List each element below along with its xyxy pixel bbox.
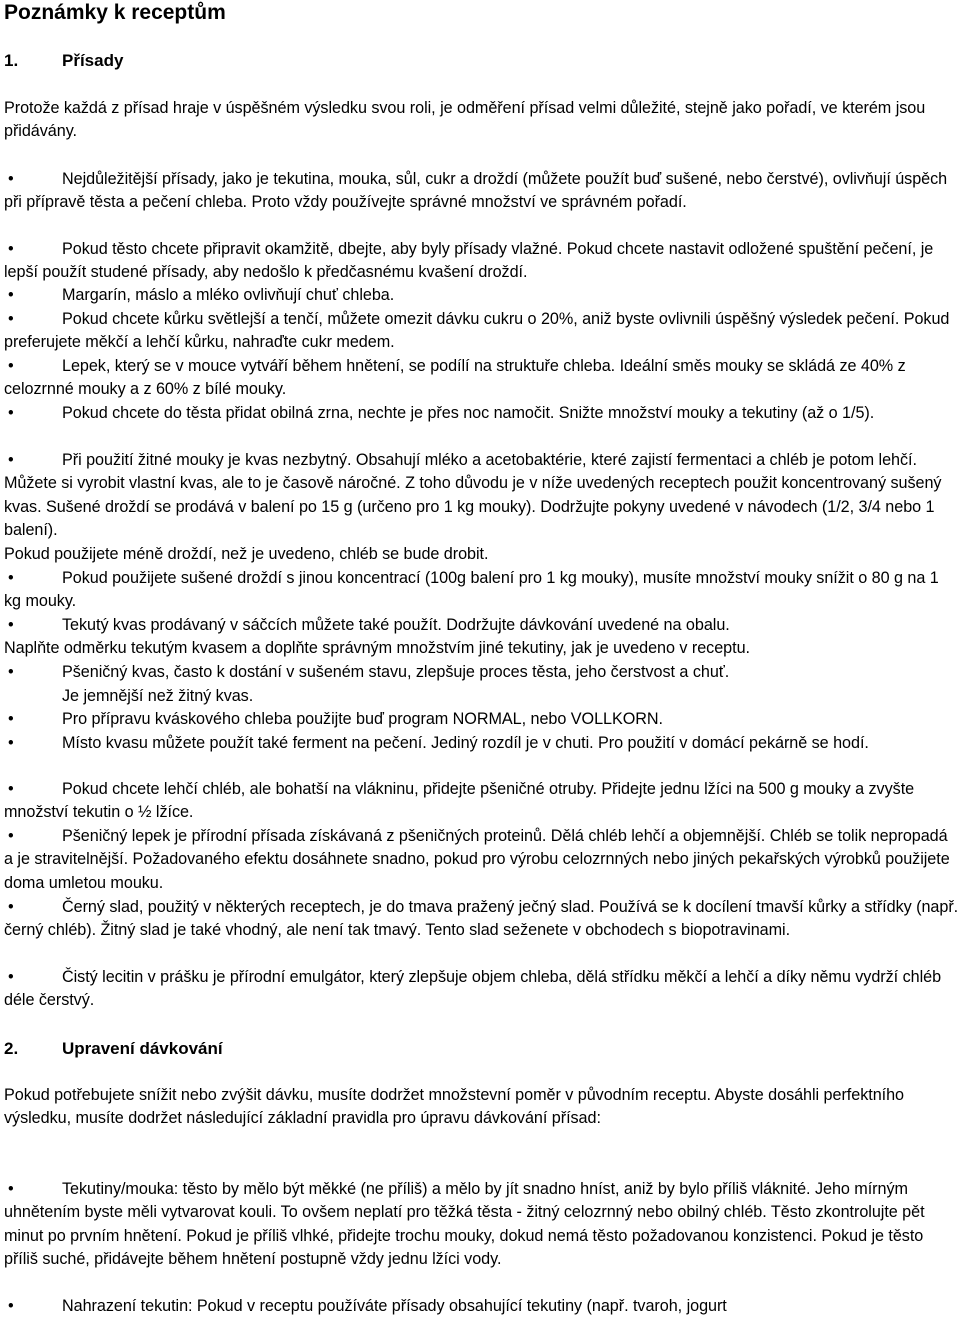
list-item (4, 168, 960, 215)
bullet-icon: • (8, 898, 14, 916)
list-item-text: Nahrazení tekutin: Pokud v receptu používáte přísady obsahující tekutiny (např. tvaroh, jogurt (62, 1297, 727, 1315)
list-item-text: Čistý lecitin v prášku je přírodní emulgátor, který zlepšuje objem chleba, dělá střídku měkčí a lehčí a díky němu vydrží chléb déle čerstvý. (4, 968, 942, 1010)
bullet-icon: • (8, 968, 14, 986)
plain-paragraph: Pokud použijete méně droždí, než je uvedeno, chléb se bude drobit. (4, 545, 489, 563)
bullet-icon: • (8, 569, 14, 587)
list-item-text: Pšeničný lepek je přírodní přísada získávaná z pšeničných proteinů. Dělá chléb lehčí a objemnější. Chléb se tolik nepropadá a je stravitelnější. Požadovaného efektu dosáhnete snadno, pokud pro výrobu celozrnných nebo jiných pekařských výrobků použijete doma umletou mouku. (4, 827, 950, 892)
list-item-text: Je jemnější než žitný kvas. (62, 687, 254, 705)
plain-paragraph: Naplňte odměrku tekutým kvasem a doplňte správným množstvím jiné tekutiny, jak je uvedeno v receptu. (4, 639, 750, 657)
bullet-icon: • (8, 827, 14, 845)
bullet-icon: • (8, 404, 14, 422)
page-title: Poznámky k receptům (4, 1, 226, 24)
list-item-text: Tekutý kvas prodávaný v sáčcích můžete také použít. Dodržujte dávkování uvedené na obalu. (62, 616, 730, 634)
bullet-icon: • (8, 734, 14, 752)
bullet-icon: • (8, 663, 14, 681)
section-number: 1. (4, 51, 19, 70)
list-item (4, 1295, 960, 1318)
section-title: Upravení dávkování (62, 1039, 223, 1058)
list-item-text: Pšeničný kvas, často k dostání v sušeném stavu, zlepšuje proces těsta, jeho čerstvost a chuť. (62, 663, 730, 681)
list-item-text: Při použití žitné mouky je kvas nezbytný. Obsahují mléko a acetobaktérie, které zajistí fermentaci a chléb je potom lehčí. Můžete si vyrobit vlastní kvas, ale to je časově náročné. Z toho důvodu je v níže uvedených receptech použit koncentrovaný sušený kvas. Sušené droždí se prodává v balení po 15 g (určeno pro 1 kg mouky). Dodržujte pokyny uvedené v návodech (1/2, 3/4 nebo 1 balení). (4, 451, 942, 540)
bullet-icon: • (8, 310, 14, 328)
list-item-text: Lepek, který se v mouce vytváří během hnětení, se podílí na struktuře chleba. Ideální směs mouky se skládá ze 40% z celozrnné mouky a z 60% z bílé mouky. (4, 357, 906, 399)
list-item (4, 567, 960, 614)
bullet-icon: • (8, 1297, 14, 1315)
bullet-icon: • (8, 1180, 14, 1198)
list-item-text: Tekutiny/mouka: těsto by mělo být měkké (ne příliš) a mělo by jít snadno hníst, aniž by bylo příliš vláknité. Jeho mírným uhnětením byste měli vytvarovat kouli. To ovšem neplatí pro těžká těsta - žitný celozrnný nebo obilný chléb. Těsto zkontrolujte pět minut po prvním hnětení. Pokud je příliš vlhké, přidejte trochu mouky, dokud nemá těsto požadovanou konzistenci. Pokud je těsto příliš suché, přidávejte během hnětení postupně vždy jednu lžíci vody. (4, 1180, 925, 1269)
list-item-text: Pokud chcete kůrku světlejší a tenčí, můžete omezit dávku cukru o 20%, aniž byste ovlivnili úspěšný výsledek pečení. Pokud preferujete měkčí a lehčí kůrku, nahraďte cukr medem. (4, 310, 950, 352)
list-item (4, 732, 960, 755)
list-item (4, 896, 960, 943)
list-item (4, 402, 960, 425)
list-item-text: Černý slad, použitý v některých receptech, je do tmava pražený ječný slad. Používá se k docílení tmavší kůrky a střídky (např. černý chléb). Žitný slad je také vhodný, ale není tak tmavý. Tento slad seženete v obchodech s biopotravinami. (4, 898, 959, 940)
list-item (4, 1178, 960, 1272)
bullet-icon: • (8, 616, 14, 634)
list-item (4, 825, 960, 895)
list-item-text: Pokud použijete sušené droždí s jinou koncentrací (100g balení pro 1 kg mouky), musíte množství mouky snížit o 80 g na 1 kg mouky. (4, 569, 939, 611)
intro-paragraph: Pokud potřebujete snížit nebo zvýšit dávku, musíte dodržet množstevní poměr v původním receptu. Abyste dosáhli perfektního výsledku, musíte dodržet následující základní pravidla pro úpravu dávkování přísad: (4, 1086, 904, 1128)
section-number: 2. (4, 1039, 19, 1058)
list-item (4, 661, 960, 684)
bullet-icon: • (8, 286, 14, 304)
bullet-icon: • (8, 451, 14, 469)
bullet-icon: • (8, 780, 14, 798)
list-item (4, 284, 960, 307)
list-item-text: Margarín, máslo a mléko ovlivňují chuť chleba. (62, 286, 395, 304)
list-item (4, 614, 960, 637)
list-item-continuation (4, 685, 960, 708)
list-item (4, 308, 960, 355)
bullet-icon: • (8, 240, 14, 258)
list-item (4, 966, 960, 1013)
list-item (4, 708, 960, 731)
bullet-icon: • (8, 710, 14, 728)
list-item-text: Pokud těsto chcete připravit okamžitě, dbejte, aby byly přísady vlažné. Pokud chcete nastavit odložené spuštění pečení, je lepší použít studené přísady, aby nedošlo k předčasnému kvašení droždí. (4, 240, 934, 282)
list-item-text: Nejdůležitější přísady, jako je tekutina, mouka, sůl, cukr a droždí (můžete použít buď sušené, nebo čerstvé), ovlivňují úspěch při přípravě těsta a pečení chleba. Proto vždy používejte správné množství ve správném pořadí. (4, 170, 948, 212)
bullet-icon: • (8, 357, 14, 375)
list-item-text: Pokud chcete do těsta přidat obilná zrna, nechte je přes noc namočit. Snižte množství mouky a tekutiny (až o 1/5). (62, 404, 875, 422)
bullet-icon: • (8, 170, 14, 188)
section-title: Přísady (62, 51, 124, 70)
list-item (4, 449, 960, 543)
list-item (4, 778, 960, 825)
list-item (4, 238, 960, 285)
list-item (4, 355, 960, 402)
list-item-text: Pokud chcete lehčí chléb, ale bohatší na vlákninu, přidejte pšeničné otruby. Přidejte jednu lžíci na 500 g mouky a zvyšte množství tekutin o ½ lžíce. (4, 780, 915, 822)
intro-paragraph: Protože každá z přísad hraje v úspěšném výsledku svou roli, je odměření přísad velmi důležité, stejně jako pořadí, ve kterém jsou přidávány. (4, 99, 926, 141)
list-item-text: Místo kvasu můžete použít také ferment na pečení. Jediný rozdíl je v chuti. Pro použití v domácí pekárně se hodí. (62, 734, 869, 752)
list-item-text: Pro přípravu kváskového chleba použijte buď program NORMAL, nebo VOLLKORN. (62, 710, 663, 728)
